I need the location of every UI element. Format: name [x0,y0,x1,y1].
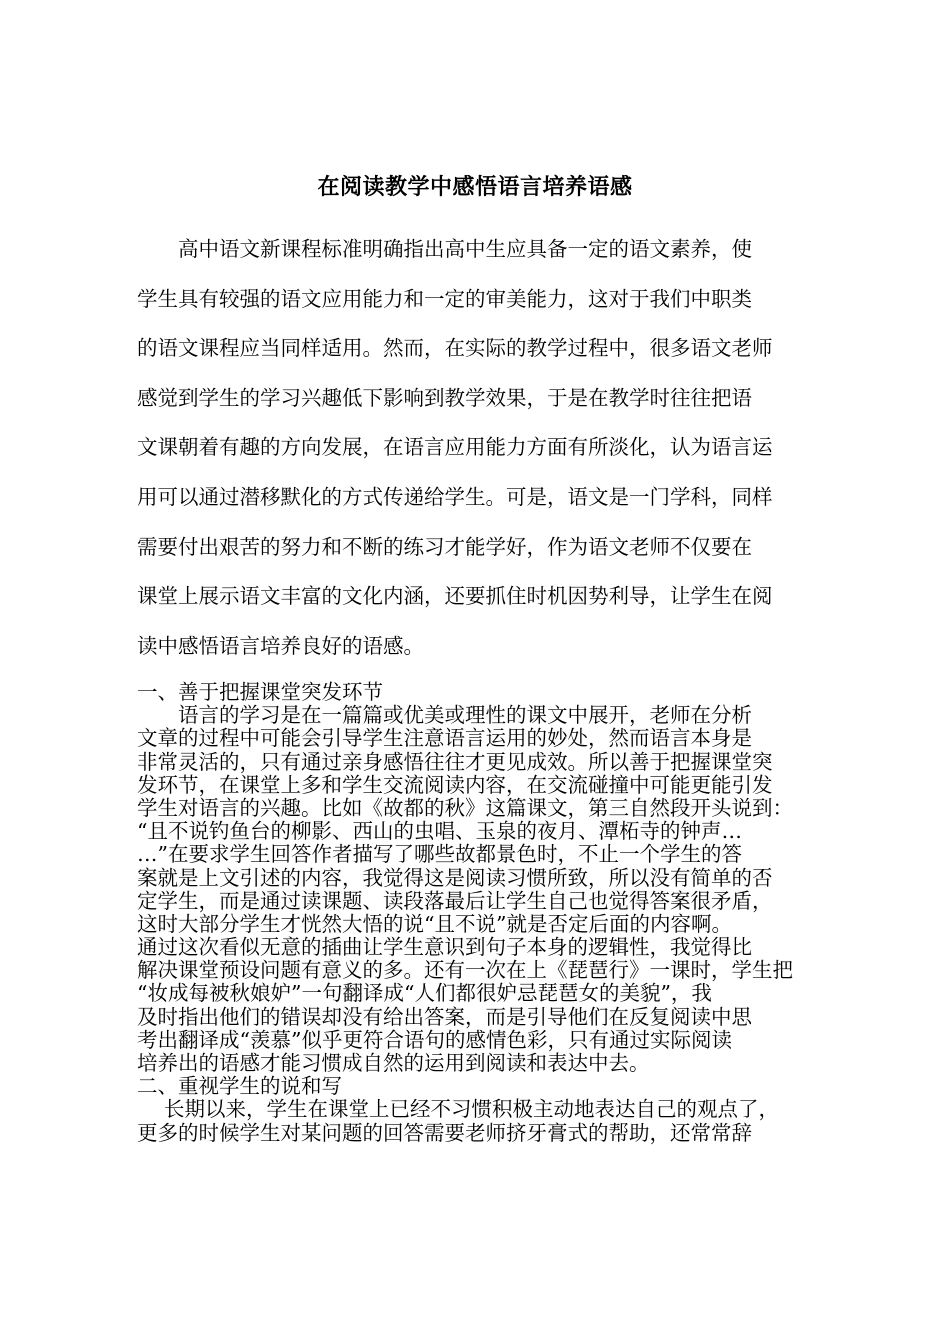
text-line: 案就是上文引述的内容，我觉得这是阅读习惯所致，所以没有简单的否 [137,865,773,890]
text-line: 用可以通过潜移默化的方式传递给学生。可是，语文是一门学科，同样 [137,484,773,509]
body-section [137,681,815,1145]
text-line: 解决课堂预设问题有意义的多。还有一次在上《琵琶行》一课时，学生把 [137,958,793,983]
text-line: 考出翻译成“羡慕”似乎更符合语句的感情色彩，只有通过实际阅读 [137,1027,732,1052]
text-line: 培养出的语感才能习惯成自然的运用到阅读和表达中去。 [137,1051,650,1075]
text-line: …”在要求学生回答作者描写了哪些故都景色时，不止一个学生的答 [137,842,742,867]
text-line: 高中语文新课程标准明确指出高中生应具备一定的语文素养，使 [137,237,752,261]
text-line: 文章的过程中可能会引导学生注意语言运用的妙处，然而语言本身是 [137,726,752,751]
section-heading: 一、善于把握课堂突发环节 [137,680,383,704]
text-line: 通过这次看似无意的插曲让学生意识到句子本身的逻辑性，我觉得比 [137,935,752,960]
text-line: 学生对语言的兴趣。比如《故都的秋》这篇课文，第三自然段开头说到： [137,795,793,820]
text-line: 非常灵活的，只有通过亲身感悟往往才更见成效。所以善于把握课堂突 [137,749,773,774]
intro-paragraph [137,232,815,678]
text-line: “且不说钓鱼台的柳影、西山的虫唱、玉泉的夜月、潭柘寺的钟声… [137,819,742,844]
text-line: 发环节，在课堂上多和学生交流阅读内容，在交流碰撞中可能更能引发 [137,772,773,797]
text-line: 定学生，而是通过读课题、读段落最后让学生自己也觉得答案很矛盾， [137,888,773,913]
text-line: 感觉到学生的学习兴趣低下影响到教学效果，于是在教学时往往把语 [137,385,752,410]
text-line: “妆成每被秋娘妒”一句翻译成“人们都很妒忌琵琶女的美貌”，我 [137,981,712,1006]
text-line: 长期以来，学生在课堂上已经不习惯积极主动地表达自己的观点了， [137,1097,780,1122]
text-line: 的语文课程应当同样适用。然而，在实际的教学过程中，很多语文老师 [137,336,773,361]
text-line: 学生具有较强的语文应用能力和一定的审美能力，这对于我们中职类 [137,286,752,311]
text-line: 文课朝着有趣的方向发展，在语言应用能力方面有所淡化，认为语言运 [137,435,773,460]
section-heading: 二、重视学生的说和写 [137,1074,342,1099]
text-line: 更多的时候学生对某问题的回答需要老师挤牙膏式的帮助，还常常辞 [137,1120,752,1145]
text-line: 读中感悟语言培养良好的语感。 [137,633,424,658]
text-line: 需要付出艰苦的努力和不断的练习才能学好，作为语文老师不仅要在 [137,534,752,559]
text-line: 语言的学习是在一篇篇或优美或理性的课文中展开，老师在分析 [137,703,752,728]
document-title: 在阅读教学中感悟语言培养语感 [317,174,633,200]
text-line: 这时大部分学生才恍然大悟的说“且不说”就是否定后面的内容啊。 [137,911,732,936]
text-line: 课堂上展示语文丰富的文化内涵，还要抓住时机因势利导，让学生在阅 [137,584,773,609]
text-line: 及时指出他们的错误却没有给出答案，而是引导他们在反复阅读中思 [137,1004,752,1029]
